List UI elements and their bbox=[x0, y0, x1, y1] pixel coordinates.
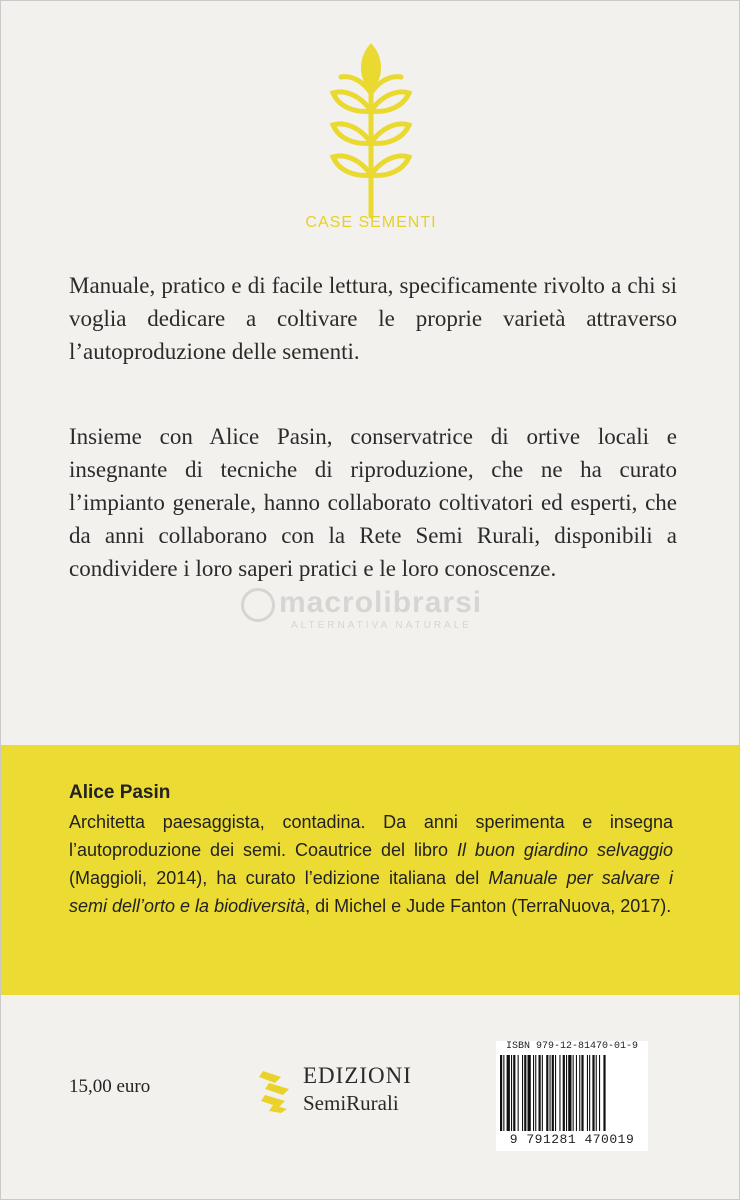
publisher-name-line2: SemiRurali bbox=[303, 1091, 399, 1115]
watermark-logo-icon bbox=[241, 588, 275, 622]
barcode-bar bbox=[503, 1055, 504, 1131]
isbn-barcode-box bbox=[496, 1041, 648, 1151]
barcode-bar bbox=[568, 1055, 571, 1131]
barcode-bar bbox=[576, 1055, 577, 1131]
description-paragraph-1: Manuale, pratico e di facile lettura, specificamente rivolto a chi si voglia dedicare a coltivare le proprie varietà attraverso l’autoproduzione delle sementi. bbox=[69, 273, 677, 364]
barcode-bar bbox=[539, 1055, 541, 1131]
bio-text: (Maggioli, 2014), ha curato l’edizione italiana del bbox=[69, 868, 489, 888]
barcode-bar bbox=[566, 1055, 567, 1131]
barcode-bar bbox=[522, 1055, 523, 1131]
price: 15,00 euro bbox=[69, 1076, 151, 1097]
publisher-mark-icon bbox=[259, 1069, 299, 1113]
barcode-bar bbox=[511, 1055, 512, 1131]
collection-name: CASE SEMENTI bbox=[305, 214, 437, 231]
barcode-bar bbox=[500, 1055, 502, 1131]
publisher-logo bbox=[259, 1063, 439, 1123]
barcode-bar bbox=[579, 1055, 580, 1131]
barcode-bar bbox=[518, 1055, 519, 1131]
barcode-bar bbox=[589, 1055, 590, 1131]
barcode-bar bbox=[542, 1055, 543, 1131]
barcode-bar bbox=[550, 1055, 551, 1131]
barcode-bar bbox=[524, 1055, 526, 1131]
barcode-bar bbox=[533, 1055, 534, 1131]
barcode-bar bbox=[599, 1055, 600, 1131]
barcode-bar bbox=[507, 1055, 510, 1131]
bio-text: Architetta paesaggista, contadina. Da anni sperimenta e insegna l’autoproduzione dei semi. Coautrice del libro bbox=[69, 812, 673, 860]
barcode-bar bbox=[563, 1055, 565, 1131]
author-bio bbox=[69, 808, 673, 920]
bio-book-title: Il buon giardino selvaggio bbox=[456, 840, 673, 860]
barcode-bar bbox=[581, 1055, 583, 1131]
barcode-bar bbox=[513, 1055, 515, 1131]
barcode-bar bbox=[528, 1055, 531, 1131]
barcode-bar bbox=[555, 1055, 556, 1131]
author-name: Alice Pasin bbox=[69, 782, 171, 803]
bio-book-title: Manuale per salvare i semi dell’orto e la biodiversità bbox=[69, 868, 673, 916]
barcode bbox=[498, 1055, 646, 1131]
isbn-label: ISBN 979-12-81470-01-9 bbox=[505, 1041, 639, 1052]
barcode-bar bbox=[546, 1055, 548, 1131]
description-paragraph-2: Insieme con Alice Pasin, conservatrice di ortive locali e insegnante di tecniche di riproduzione, che ne ha curato l’impianto generale, hanno collaborato coltivatori ed esperti, che da anni collaborano con la Rete Semi Rurali, disponibili a condividere i loro saperi pratici e le loro conoscenze. bbox=[69, 424, 677, 581]
publisher-name-line1: EDIZIONI bbox=[303, 1063, 412, 1088]
isbn-digits: 9 791281 470019 bbox=[509, 1132, 635, 1147]
barcode-bar bbox=[535, 1055, 536, 1131]
watermark-tagline: ALTERNATIVA NATURALE bbox=[291, 620, 472, 631]
watermark-text: macrolibrarsi bbox=[279, 586, 483, 619]
barcode-bar bbox=[552, 1055, 554, 1131]
bio-text: , di Michel e Jude Fanton (TerraNuova, 2017). bbox=[305, 896, 672, 916]
barcode-bar bbox=[592, 1055, 594, 1131]
author-band bbox=[1, 745, 739, 995]
wheat-icon bbox=[311, 41, 431, 221]
barcode-bar bbox=[603, 1055, 605, 1131]
barcode-bar bbox=[596, 1055, 597, 1131]
barcode-bar bbox=[559, 1055, 560, 1131]
barcode-bar bbox=[587, 1055, 588, 1131]
watermark bbox=[239, 586, 539, 636]
barcode-bar bbox=[573, 1055, 574, 1131]
